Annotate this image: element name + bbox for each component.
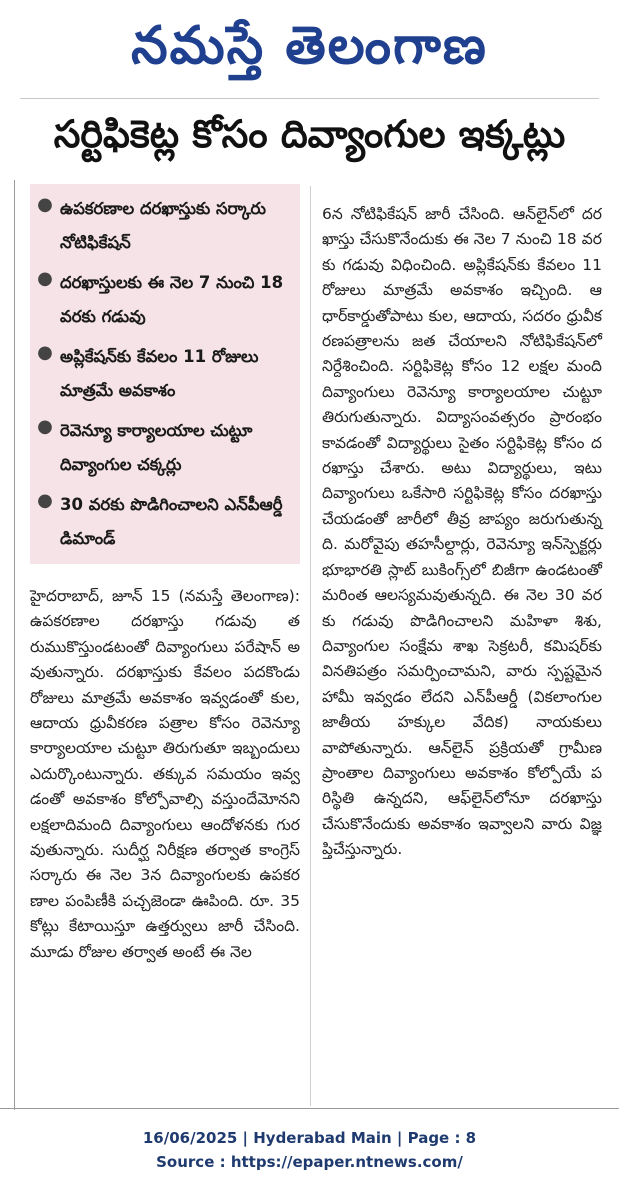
page-footer	[0, 1126, 619, 1174]
newspaper-logo: నమస్తే తెలంగాణ	[131, 16, 488, 76]
footer-source-link[interactable]: Source : https://epaper.ntnews.com/	[156, 1153, 463, 1171]
highlight-text: దరఖాస్తులకు ఈ నెల 7 నుంచి 18 వరకు గడువు	[60, 273, 284, 326]
highlight-text: అప్లికేషన్‌కు కేవలం 11 రోజులు మాత్రమే అవకాశం	[60, 347, 259, 400]
bullet-icon: ●	[37, 490, 53, 511]
masthead-divider	[20, 98, 599, 99]
masthead	[0, 0, 619, 92]
bullet-icon: ●	[37, 194, 53, 215]
highlight-text: రెవెన్యూ కార్యాలయాల చుట్టూ దివ్యాంగుల చక్కర్లు	[60, 421, 253, 474]
article-body-right-column: 6న నోటిఫికేషన్ జారీ చేసింది. ఆన్‌లైన్‌లో దరఖాస్తు చేసుకొనేందుకు ఈ నెల 7 నుంచి 18 వరకు గడువు విధించింది. అప్లికేషన్‌కు కేవలం 11 రోజులు మాత్రమే అవకాశం ఇచ్చింది. ఆధార్‌కార్డుతోపాటు కుల, ఆదాయ, సదరం ధ్రువీకరణపత్రాలను జత చేయాలని నోటిఫికేషన్‌లో నిర్దేశించింది. సర్టిఫికెట్ల కోసం 12 లక్షల మంది దివ్యాంగులు రెవెన్యూ కార్యాలయాల చుట్టూ తిరుగుతున్నారు. విద్యాసంవత్సరం ప్రారంభం కావడంతో విద్యార్థులు సైతం సర్టిఫికెట్ల కోసం దరఖాస్తు చేశారు. అటు విద్యార్థులు, ఇటు దివ్యాంగులు ఒకేసారి సర్టిఫికెట్ల కోసం దరఖాస్తు చేయడంతో జారీలో తీవ్ర జాప్యం జరుగుతున్నది. మరోవైపు తహసీల్దార్లు, రెవెన్యూ ఇన్‌స్పెక్టర్లు భూభారతి స్లాట్ బుకింగ్స్‌లో బిజీగా ఉండటంతో మరింత ఆలస్యమవుతున్నది. ఈ నెల 30 వరకు గడువు పొడిగించాలని మహిళా శిశు, దివ్యాంగుల సంక్షేమ శాఖ సెక్రటరీ, కమిషర్‌కు వినతిపత్రం సమర్పించామని, వారు స్పష్టమైన హామీ ఇవ్వడం లేదని ఎన్‌పీఆర్డీ (వికలాంగుల జాతీయ హక్కుల వేదిక) నాయకులు వాపోతున్నారు. ఆన్‌లైన్ ప్రక్రియతో గ్రామీణ ప్రాంతాల దివ్యాంగులు అవకాశం కోల్పోయే పరిస్థితి ఉన్నదని, ఆఫ్‌లైన్‌లోనూ దరఖాస్తు చేసుకొనేందుకు అవకాశం ఇవ్వాలని వారు విజ్ఞప్తిచేస్తున్నారు.	[322, 205, 602, 859]
highlight-item	[30, 340, 300, 408]
footer-edition-info: 16/06/2025 | Hyderabad Main | Page : 8	[142, 1129, 477, 1147]
bullet-icon: ●	[37, 268, 53, 289]
bullet-icon: ●	[37, 342, 53, 363]
highlight-text: 30 వరకు పొడిగించాలని ఎన్‌పీఆర్డీ డిమాండ్	[60, 495, 283, 548]
highlight-text: ఉపకరణాల దరఖాస్తుకు సర్కారు నోటిఫికేషన్	[60, 199, 267, 252]
highlight-item	[30, 488, 300, 556]
article-body-left-column: హైదరాబాద్, జూన్ 15 (నమస్తే తెలంగాణ): ఉపకరణాల దరఖాస్తు గడువు తరుముకొస్తుండటంతో దివ్యాంగులు పరేషాన్ అవుతున్నారు. దరఖాస్తుకు కేవలం పదకొండు రోజులు మాత్రమే అవకాశం ఇవ్వడంతో కుల, ఆదాయ ధ్రువీకరణ పత్రాల కోసం రెవెన్యూ కార్యాలయాల చుట్టూ తిరుగుతూ ఇబ్బందులు ఎదుర్కొంటున్నారు. తక్కువ సమయం ఇవ్వడంతో అవకాశం కోల్పోవాల్సి వస్తుందేమోనని లక్షలాదిమంది దివ్యాంగులు ఆందోళనకు గురవుతున్నారు. సుదీర్ఘ నిరీక్షణ తర్వాత కాంగ్రెస్ సర్కారు ఈ నెల 3న దివ్యాంగులకు ఉపకరణాల పంపిణీకి పచ్చజెండా ఊపింది. రూ. 35 కోట్లు కేటాయిస్తూ ఉత్తర్వులు జారీ చేసింది. మూడు రోజుల తర్వాత అంటే ఈ నెల	[30, 587, 300, 961]
highlights-box	[30, 184, 300, 564]
highlight-item	[30, 266, 300, 334]
left-border-line	[14, 180, 15, 1110]
highlight-item	[30, 192, 300, 260]
bullet-icon: ●	[37, 416, 53, 437]
article-headline: సర్టిఫికెట్ల కోసం దివ్యాంగుల ఇక్కట్లు	[53, 112, 566, 156]
highlight-item	[30, 414, 300, 482]
column-divider	[310, 186, 311, 1106]
bottom-border-line	[0, 1108, 619, 1109]
